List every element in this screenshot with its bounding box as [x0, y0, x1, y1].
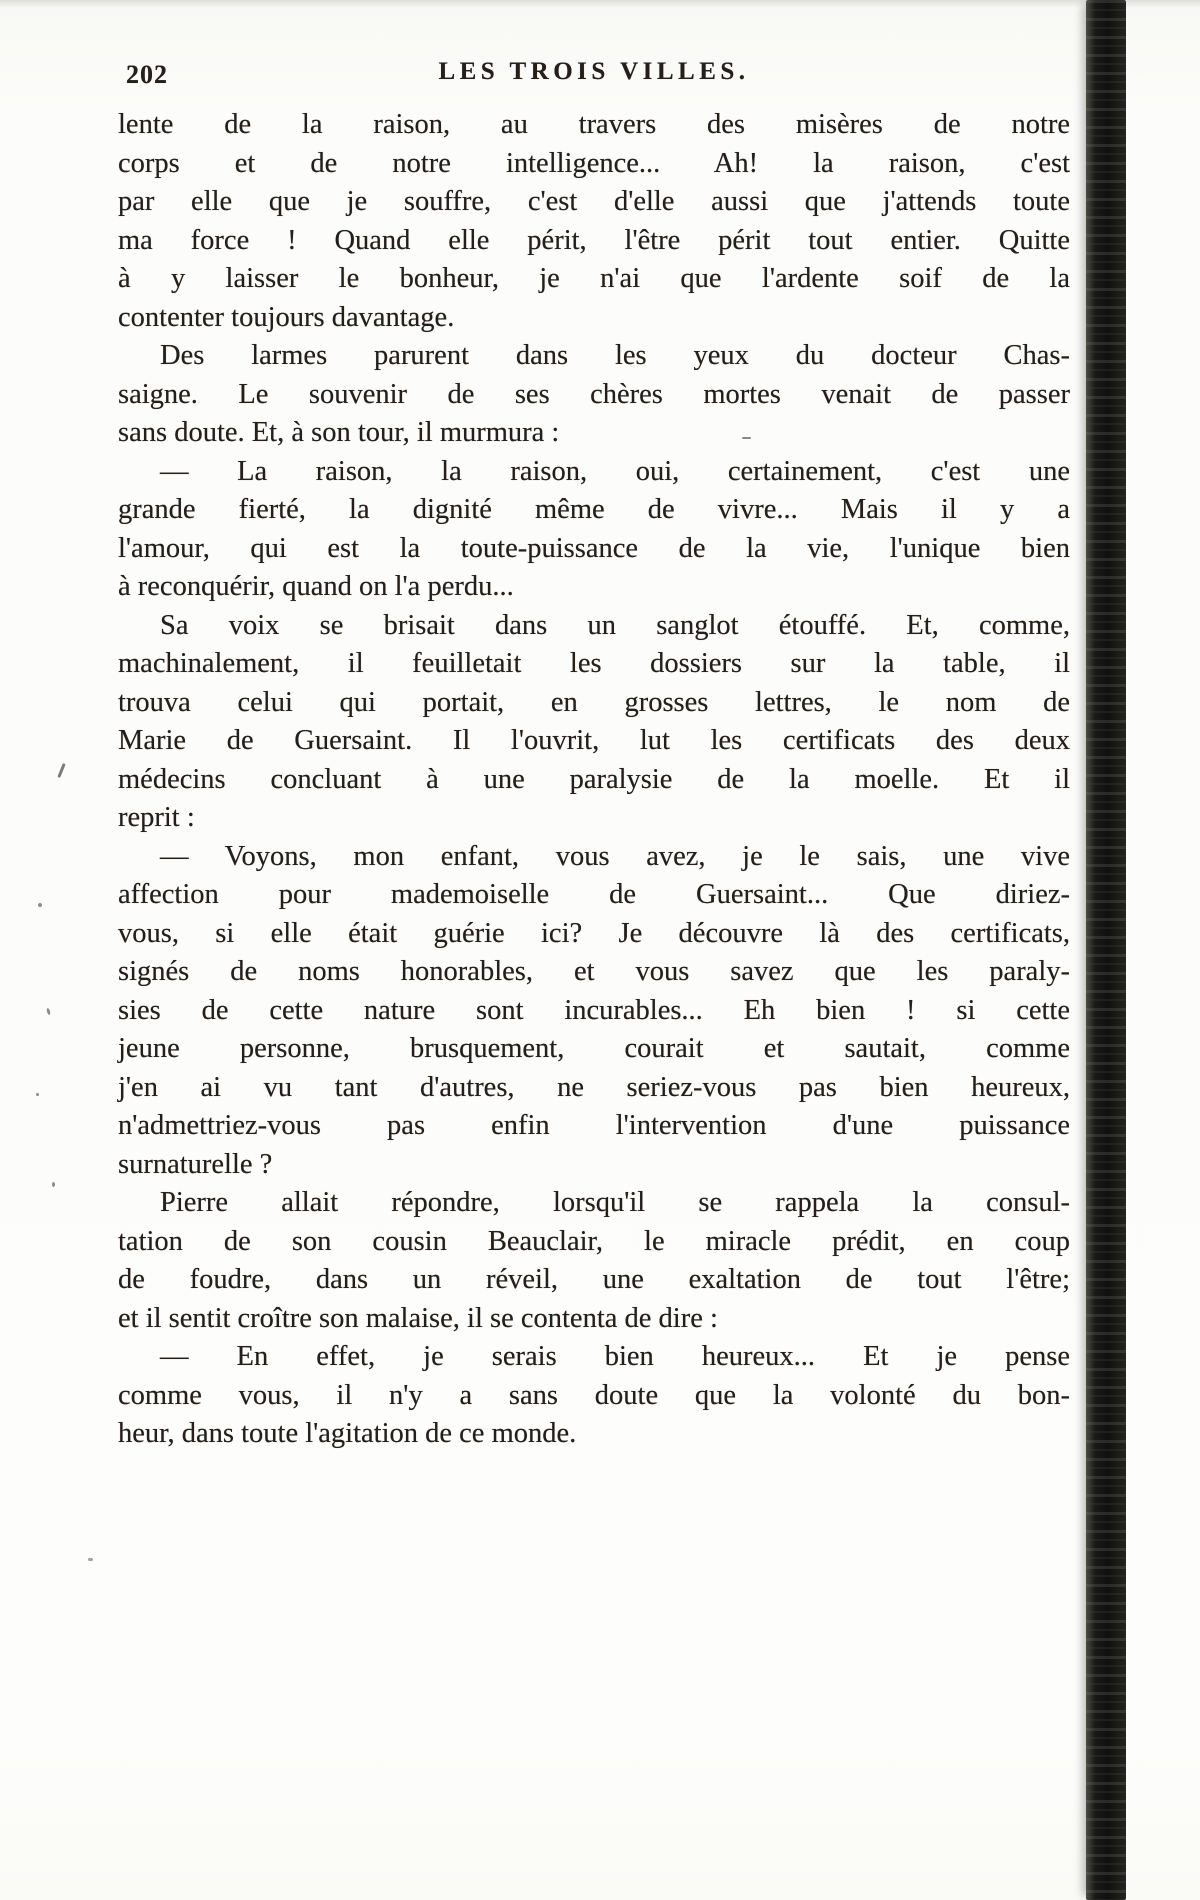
scan-top-shade — [0, 0, 1200, 8]
text-line: machinalement, il feuilletait les dossiers sur la table, il — [118, 648, 1070, 679]
text-line: j'en ai vu tant d'autres, ne seriez-vous pas bien heureux, — [118, 1071, 1070, 1103]
scan-speck — [742, 437, 751, 439]
text-line: grande fierté, la dignité même de vivre... Mais il y a — [118, 494, 1070, 525]
text-line: tation de son cousin Beauclair, le miracle prédit, en coup — [118, 1225, 1070, 1257]
text-line: et il sentit croître son malaise, il se contenta de dire : — [118, 1302, 718, 1334]
text-line: l'amour, qui est la toute-puissance de la vie, l'unique bien — [118, 532, 1070, 564]
text-line: vous, si elle était guérie ici? Je découvre là des certificats, — [118, 917, 1070, 949]
running-title: LES TROIS VILLES. — [438, 58, 750, 85]
text-line: saigne. Le souvenir de ses chères mortes venait de passer — [118, 378, 1070, 410]
text-line: heur, dans toute l'agitation de ce monde. — [118, 1418, 577, 1449]
text-line: — En effet, je serais bien heureux... Et je pense — [160, 1341, 1070, 1372]
page-number: 202 — [126, 60, 168, 89]
text-line: sans doute. Et, à son tour, il murmura : — [118, 417, 560, 448]
text-line: surnaturelle ? — [118, 1148, 273, 1180]
scan-speck — [88, 1558, 93, 1561]
page-header — [118, 58, 1070, 94]
text-line: Marie de Guersaint. Il l'ouvrit, lut les certificats des deux — [118, 725, 1070, 756]
text-line: corps et de notre intelligence... Ah! la raison, c'est — [118, 147, 1070, 179]
text-line: Sa voix se brisait dans un sanglot étouffé. Et, comme, — [160, 609, 1070, 641]
scan-gutter-band — [1086, 0, 1126, 1900]
text-line: à reconquérir, quand on l'a perdu... — [118, 571, 514, 602]
scan-speck — [36, 1093, 39, 1096]
text-line: lente de la raison, au travers des misères de notre — [118, 109, 1070, 140]
text-line: ma force ! Quand elle périt, l'être périt tout entier. Quitte — [118, 224, 1070, 256]
text-line: à y laisser le bonheur, je n'ai que l'ardente soif de la — [118, 263, 1070, 294]
text-line: trouva celui qui portait, en grosses lettres, le nom de — [118, 686, 1070, 718]
text-line: comme vous, il n'y a sans doute que la volonté du bon- — [118, 1379, 1070, 1411]
text-line: — Voyons, mon enfant, vous avez, je le sais, une vive — [160, 840, 1070, 872]
scan-speck — [52, 1182, 55, 1187]
text-line: de foudre, dans un réveil, une exaltation de tout l'être; — [118, 1264, 1070, 1295]
text-line: signés de noms honorables, et vous savez que les paraly- — [118, 956, 1070, 987]
text-block — [118, 106, 1070, 1454]
text-line: sies de cette nature sont incurables... Eh bien ! si cette — [118, 994, 1070, 1026]
text-line: par elle que je souffre, c'est d'elle aussi que j'attends toute — [118, 186, 1070, 217]
text-line: — La raison, la raison, oui, certainement, c'est une — [160, 455, 1070, 487]
text-line: Pierre allait répondre, lorsqu'il se rappela la consul- — [160, 1187, 1070, 1218]
text-line: n'admettriez-vous pas enfin l'intervention d'une puissance — [118, 1110, 1070, 1141]
text-line: contenter toujours davantage. — [118, 301, 455, 333]
scan-speck — [46, 1008, 51, 1016]
text-line: reprit : — [118, 802, 195, 833]
text-line: jeune personne, brusquement, courait et sautait, comme — [118, 1033, 1070, 1064]
text-line: médecins concluant à une paralysie de la moelle. Et il — [118, 763, 1070, 795]
text-line: affection pour mademoiselle de Guersaint... Que diriez- — [118, 879, 1070, 910]
scan-speck — [38, 903, 42, 907]
text-line: Des larmes parurent dans les yeux du docteur Chas- — [160, 340, 1070, 371]
scan-speck — [57, 763, 65, 778]
